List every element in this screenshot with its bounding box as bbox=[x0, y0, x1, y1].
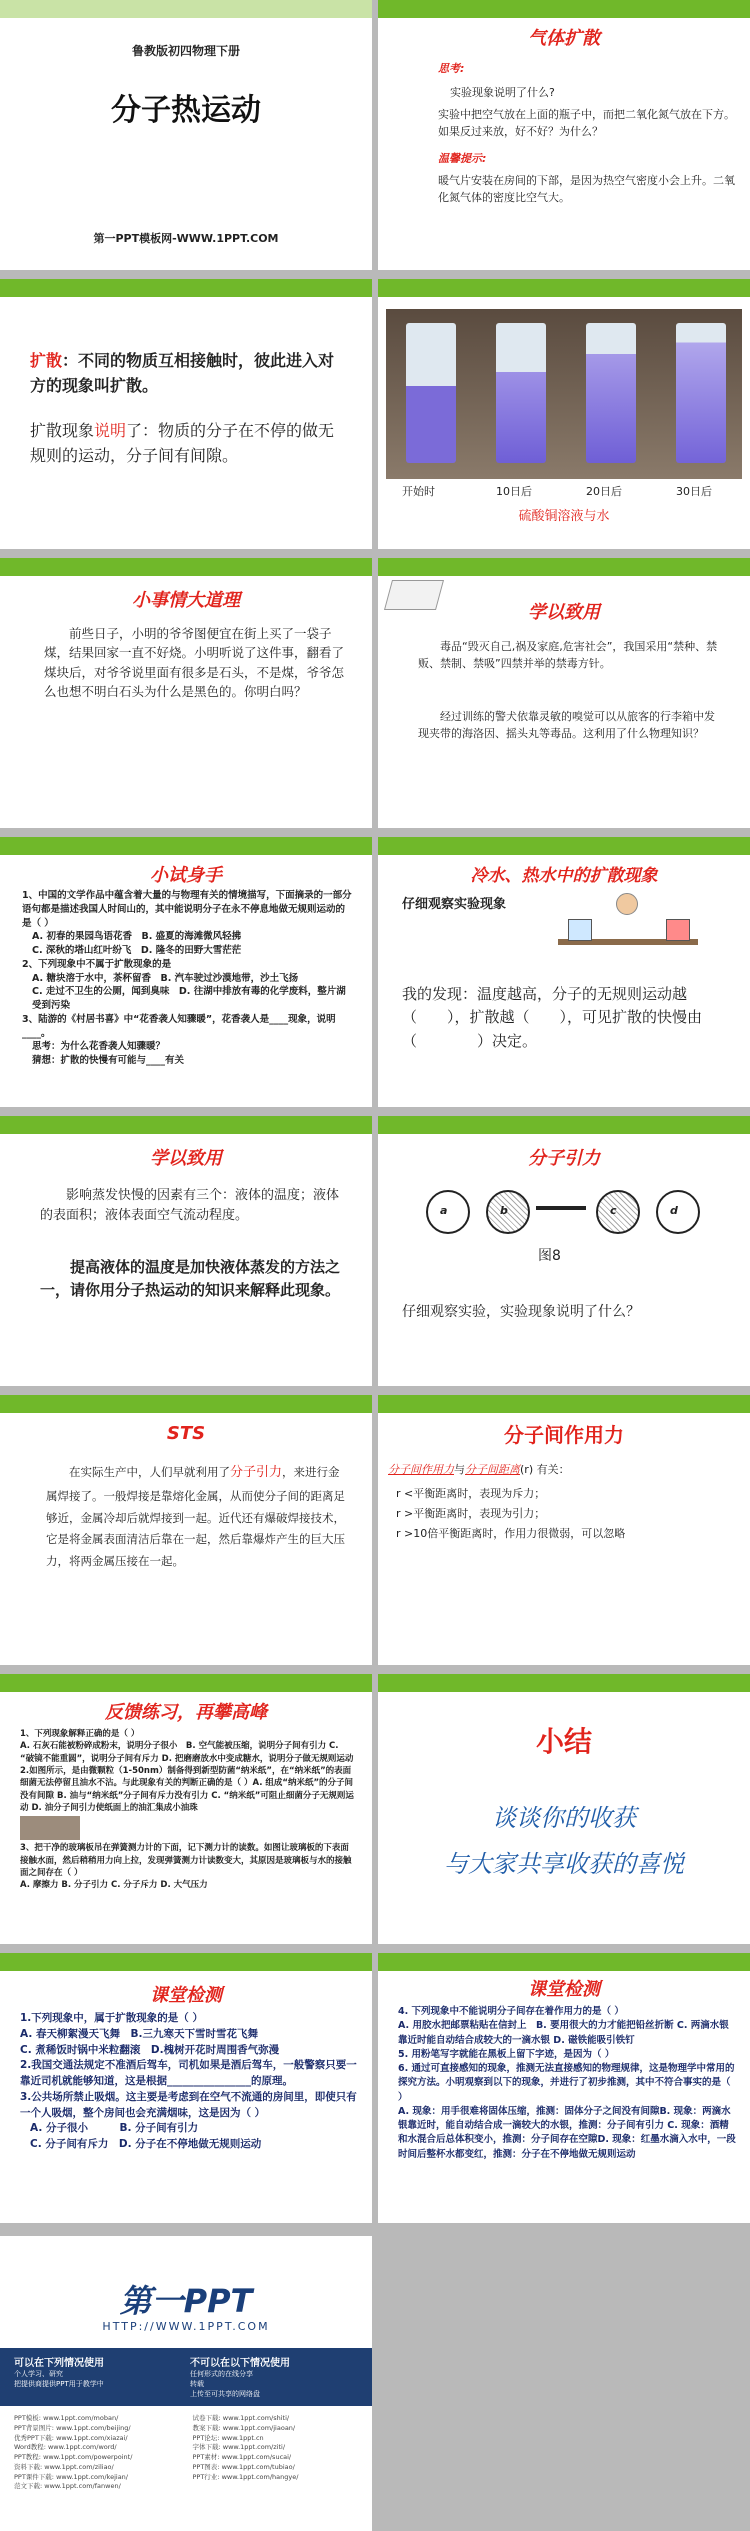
t1-d1: D.槐树开花时周围香气弥漫 bbox=[150, 2043, 280, 2056]
photo-caption: 硫酸铜溶液与水 bbox=[518, 509, 610, 524]
slide-title: STS bbox=[166, 1423, 206, 1444]
t2-q4-opts: A. 用胶水把邮票粘贴在信封上 B. 要用很大的力才能把铅丝折断 C. 两滴水银靠近时能自动结合成较大的一滴水银 D. 磁铁能吸引铁钉 bbox=[398, 2020, 729, 2046]
t1-q3-row1 bbox=[20, 2121, 360, 2137]
header-band bbox=[378, 0, 750, 18]
slide-copper-sulfate-photo bbox=[378, 279, 750, 549]
force-h1: 分子间作用力 bbox=[388, 1463, 454, 1476]
slide-hot-cold-water bbox=[378, 837, 750, 1107]
quiz-block bbox=[22, 889, 352, 1068]
slide-small-story bbox=[0, 558, 372, 828]
link-item[interactable]: PPT课件下载: www.1ppt.com/kejian/ bbox=[14, 2472, 128, 2481]
test-1-questions bbox=[20, 2011, 360, 2153]
header-band bbox=[378, 1395, 750, 1413]
paragraph-2: 经过训练的警犬依靠灵敏的嗅觉可以从旅客的行李箱中发现夹带的海洛因、摇头丸等毒品。这利用了什么物理知识？ bbox=[418, 710, 715, 741]
slide-title: 冷水、热水中的扩散现象 bbox=[470, 866, 658, 886]
t2-q5: 5. 用粉笔写字就能在黑板上留下字迹，是因为（ ） bbox=[398, 2048, 615, 2060]
cylinder-4 bbox=[676, 323, 726, 463]
hint-label: 温馨提示: bbox=[438, 152, 487, 165]
force-h3: 分子间距离 bbox=[465, 1463, 520, 1476]
t1-q1-row1 bbox=[20, 2027, 360, 2043]
slide-title: 反馈练习，再攀高峰 bbox=[105, 1702, 267, 1723]
link-item[interactable]: 资料下载: www.1ppt.com/ziliao/ bbox=[14, 2462, 114, 2471]
observe-question: 仔细观察实验，实验现象说明了什么？ bbox=[402, 1304, 640, 1320]
slide-title: 小试身手 bbox=[150, 865, 222, 886]
slide-title: 学以致用 bbox=[528, 602, 600, 623]
force-item-2: r >平衡距离时，表现为引力； bbox=[396, 1507, 546, 1520]
think-label: 思考: bbox=[438, 62, 465, 75]
link-item[interactable]: PPT教程: www.1ppt.com/powerpoint/ bbox=[14, 2453, 133, 2461]
q1-row2 bbox=[22, 944, 352, 958]
force-item-3: r >10倍平衡距离时，作用力很微弱，可以忽略 bbox=[396, 1527, 626, 1540]
slide-summary bbox=[378, 1674, 750, 1944]
t1-c3: C. 分子间有斥力 bbox=[30, 2138, 109, 2150]
discovery-text: 我的发现：温度越高，分子的无规则运动越（ ），扩散越（ ），可见扩散的快慢由（ ）决定。 bbox=[402, 985, 703, 1050]
slide-title: 课堂检测 bbox=[528, 1979, 600, 2000]
link-item[interactable]: 教案下载: www.1ppt.com/jiaoan/ bbox=[192, 2423, 296, 2432]
q2: 2、下列现象中不属于扩散现象的是 bbox=[22, 958, 172, 970]
explanation-line bbox=[30, 419, 350, 469]
header-band bbox=[378, 558, 750, 576]
t1-q2: 2.我国交通法规定不准酒后驾车，司机如果是酒后驾车，一般警察只要一靠近司机就能够知道，这是根据________________的原理。 bbox=[20, 2059, 357, 2087]
fb-q3-opts: A. 摩擦力 B. 分子引力 C. 分子斥力 D. 大气压力 bbox=[20, 1880, 208, 1891]
slide-title: 气体扩散 bbox=[528, 28, 600, 49]
experiment-illustration bbox=[548, 891, 708, 961]
label-a: a bbox=[440, 1204, 448, 1217]
paragraph-1: 毒品“毁灭自己,祸及家庭,危害社会”，我国采用“禁种、禁贩、禁制、禁吸”四禁并举的禁毒方针。 bbox=[418, 640, 718, 671]
slide-apply-1 bbox=[378, 558, 750, 828]
label-d: d bbox=[670, 1204, 678, 1217]
q2-row1 bbox=[22, 972, 352, 986]
sts-text bbox=[46, 1461, 346, 1573]
slide-cover bbox=[0, 0, 372, 270]
link-item[interactable]: PPT行业: www.1ppt.com/hangye/ bbox=[192, 2472, 299, 2481]
beaker-cold bbox=[568, 919, 592, 941]
slide-intermolecular-force bbox=[378, 1395, 750, 1665]
t1-a1: A. 春天柳絮漫天飞舞 bbox=[20, 2027, 120, 2040]
link-item[interactable]: PPT图表: www.1ppt.com/tubiao/ bbox=[192, 2462, 295, 2471]
header-band bbox=[0, 837, 372, 855]
usage-forbidden-text: 任何形式的在线分享 转载 上传至可共享的网络盘 bbox=[190, 2370, 260, 2398]
story-text: 前些日子，小明的爷爷图便宜在街上买了一袋子煤，结果回家一直不好烧。小明听说了这件事，翻看了煤块后，对爷爷说里面有很多是石头，不是煤，爷爷怎么也想不明白石头为什么是黑色的。你明白吗？ bbox=[44, 626, 345, 700]
header-band bbox=[0, 1674, 372, 1692]
usage-allowed-title: 可以在下列情况使用 bbox=[14, 2358, 104, 2369]
q1-b: B. 盛夏的海滩微风轻拂 bbox=[141, 931, 242, 943]
logo-url: HTTP://WWW.1PPT.COM bbox=[102, 2320, 270, 2333]
q5: 猜想：扩散的快慢有可能与____有关 bbox=[32, 1055, 185, 1067]
label-10: 10日后 bbox=[496, 485, 532, 498]
observe-text: 仔细观察实验现象 bbox=[402, 897, 507, 912]
q1-d: D. 隆冬的田野大雪茫茫 bbox=[140, 945, 242, 957]
slide-quiz bbox=[0, 837, 372, 1107]
slide-class-test-2 bbox=[378, 1953, 750, 2223]
summary-line-2: 与大家共享收获的喜悦 bbox=[444, 1850, 684, 1878]
definition-line bbox=[30, 349, 350, 399]
slide-title: 课堂检测 bbox=[150, 1985, 222, 2006]
disc-c bbox=[596, 1190, 640, 1234]
t2-q4: 4. 下列现象中不能说明分子间存在着作用力的是（ ） bbox=[398, 2006, 624, 2017]
force-h2: 与 bbox=[454, 1463, 465, 1476]
hint-text: 暖气片安装在房间的下部，是因为热空气密度小会上升。二氧化氮气体的密度比空气大。 bbox=[438, 174, 735, 205]
fb-q3: 3、把干净的玻璃板吊在弹簧测力计的下面，记下测力计的读数。如图让玻璃板的下表面接触水面，然后稍稍用力向上拉，发现弹簧测力计读数变大，其原因是玻璃板与水的接触面之间存在（ ） bbox=[20, 1843, 352, 1878]
slide-copyright bbox=[0, 2236, 372, 2531]
question-1: 实验现象说明了什么? bbox=[450, 86, 555, 99]
header-band bbox=[0, 558, 372, 576]
label-start: 开始时 bbox=[402, 485, 435, 498]
link-item[interactable]: 试卷下载: www.1ppt.com/shiti/ bbox=[192, 2414, 290, 2422]
q2-c: C. 走过不卫生的公厕，闻到臭味 bbox=[32, 986, 170, 998]
disc-d bbox=[656, 1190, 700, 1234]
t1-q3: 3.公共场所禁止吸烟。这主要是考虑到在空气不流通的房间里，即使只有一个人吸烟，整个房间也会充满烟味，这是因为（ ） bbox=[20, 2090, 357, 2119]
t1-q1: 1.下列现象中，属于扩散现象的是（ ） bbox=[20, 2012, 203, 2024]
arrow-icon bbox=[536, 1206, 586, 1210]
q2-b: B. 汽车驶过沙漠地带，沙土飞扬 bbox=[160, 972, 299, 984]
link-item[interactable]: 优秀PPT下载: www.1ppt.com/xiazai/ bbox=[14, 2433, 128, 2442]
header-band bbox=[0, 1395, 372, 1413]
question-2: 实验中把空气放在上面的瓶子中，而把二氧化氮气放在下方。如果反过来放，好不好？为什么？ bbox=[438, 108, 735, 139]
label-30: 30日后 bbox=[676, 485, 712, 498]
explanation-p1: 扩散现象 bbox=[30, 421, 95, 440]
figure-caption: 图8 bbox=[538, 1248, 561, 1264]
sts-p1: 分子引力 bbox=[230, 1465, 283, 1480]
slide-apply-2 bbox=[0, 1116, 372, 1386]
cover-subtitle: 鲁教版初四物理下册 bbox=[131, 44, 240, 58]
figure-8 bbox=[426, 1184, 716, 1244]
usage-allowed-text: 个人学习、研究 把提供商提供PPT用于教学中 bbox=[14, 2370, 104, 2388]
t2-q6-opts: A. 现象：用手很难将固体压缩，推测：固体分子之间没有间隙B. 现象：两滴水银靠近时，能自动结合成一滴较大的水银，推测：分子间有引力 C. 现象：酒精和水混合后总体积变小，推测：分子间存在空隙D. 现象：红墨水滴入水中，一段时间后整杯水都变红，推测：分子在不停地做无规则运动 bbox=[398, 2105, 736, 2160]
q1: 1、中国的文学作品中蕴含着大量的与物理有关的情境描写，下面摘录的一部分语句都是描述我国人时间山的，其中能说明分子在永不停息地做无规则运动的是（ ） bbox=[22, 890, 352, 929]
link-list bbox=[14, 2414, 364, 2492]
header-band bbox=[378, 1674, 750, 1692]
header-band bbox=[0, 1953, 372, 1971]
force-item-1: r <平衡距离时，表现为斥力； bbox=[396, 1487, 546, 1500]
person-head bbox=[616, 893, 638, 915]
link-item[interactable]: PPT模板: www.1ppt.com/moban/ bbox=[14, 2414, 119, 2422]
sts-p0: 在实际生产中，人们早就利用了 bbox=[69, 1465, 230, 1479]
slide-title: 分子间作用力 bbox=[504, 1423, 624, 1447]
fb-q1: 1、下列现象解释正确的是（ ） bbox=[20, 1729, 140, 1739]
slide-class-test-1 bbox=[0, 1953, 372, 2223]
header-band bbox=[378, 837, 750, 855]
header-band bbox=[0, 279, 372, 297]
t1-a3: A. 分子很小 bbox=[30, 2122, 88, 2135]
cylinder-2 bbox=[496, 323, 546, 463]
explanation-p2: 说明 bbox=[94, 421, 127, 440]
definition-keyword: 扩散 bbox=[30, 351, 63, 370]
evaporation-factors: 影响蒸发快慢的因素有三个：液体的温度；液体的表面积；液体表面空气流动程度。 bbox=[40, 1188, 340, 1224]
slide-title: 小事情大道理 bbox=[132, 590, 240, 611]
link-item[interactable]: PPT背景图片: www.1ppt.com/beijing/ bbox=[14, 2423, 131, 2432]
q3: 3、陆游的《村居书喜》中“花香袭人知骤暖”，花香袭人是____现象，说明____。 bbox=[22, 1013, 336, 1039]
q2-d: D. 往湖中排放有毒的化学废料，整片湖受到污染 bbox=[32, 986, 346, 1012]
slide-gas-diffusion bbox=[378, 0, 750, 270]
cover-title: 分子热运动 bbox=[111, 93, 261, 128]
q2-a: A. 糖块溶于水中，茶杯留香 bbox=[32, 972, 151, 984]
t2-q6: 6. 通过可直接感知的现象，推测无法直接感知的物理规律，这是物理学中常用的探究方法。小明观察到以下的现象，并进行了初步推测，其中不符合事实的是（ ） bbox=[398, 2063, 735, 2103]
link-item[interactable]: 字体下载: www.1ppt.com/ziti/ bbox=[192, 2443, 286, 2452]
t1-d3: D. 分子在不停地做无规则运动 bbox=[118, 2138, 262, 2150]
slide-title: 分子引力 bbox=[528, 1148, 600, 1169]
beaker-hot bbox=[666, 919, 690, 941]
q1-row1 bbox=[22, 930, 352, 944]
t1-q1-row2 bbox=[20, 2043, 360, 2059]
header-band bbox=[378, 1953, 750, 1971]
force-header bbox=[388, 1461, 570, 1478]
header-band bbox=[0, 1116, 372, 1134]
definition-text: ：不同的物质互相接触时，彼此进入对方的现象叫扩散。 bbox=[30, 351, 335, 395]
slide-sts bbox=[0, 1395, 372, 1665]
link-item[interactable]: Word教程: www.1ppt.com/word/ bbox=[14, 2443, 117, 2452]
disc-a bbox=[426, 1190, 470, 1234]
slide-feedback-practice bbox=[0, 1674, 372, 1944]
label-20: 20日后 bbox=[586, 485, 622, 498]
cylinder-3 bbox=[586, 323, 636, 463]
force-h4: (r) 有关： bbox=[520, 1463, 570, 1476]
explain-question: 提高液体的温度是加快液体蒸发的方法之一，请你用分子热运动的知识来解释此现象。 bbox=[40, 1258, 341, 1300]
label-c: c bbox=[610, 1204, 617, 1217]
slide-molecular-attraction bbox=[378, 1116, 750, 1386]
t1-b3: B. 分子间有引力 bbox=[119, 2122, 199, 2135]
cylinders-photo bbox=[386, 309, 742, 479]
header-band bbox=[0, 0, 372, 18]
cylinder-1 bbox=[406, 323, 456, 463]
link-item[interactable]: PPT素材: www.1ppt.com/sucai/ bbox=[192, 2453, 292, 2461]
header-band bbox=[378, 1116, 750, 1134]
nano-paper-image bbox=[20, 1816, 80, 1840]
q4: 思考：为什么花香袭人知骤暖？ bbox=[32, 1041, 166, 1053]
disc-b bbox=[486, 1190, 530, 1234]
test-2-questions bbox=[398, 2005, 738, 2162]
q1-a: A. 初春的果园鸟语花香 bbox=[32, 931, 132, 943]
logo-text: 第一PPT bbox=[119, 2282, 253, 2320]
link-item[interactable]: PPT论坛: www.1ppt.cn bbox=[192, 2433, 264, 2442]
sts-p2: ，来进行金属焊接了。一般焊接是靠熔化金属，从而使分子间的距离足够近，金属冷却后就焊接到一起。近代还有爆破焊接技术，它是将金属表面清洁后靠在一起，然后靠爆炸产生的巨大压力，将两金属压接在一起。 bbox=[46, 1465, 345, 1569]
t1-q3-row2 bbox=[20, 2137, 360, 2153]
summary-title: 小结 bbox=[535, 1725, 592, 1758]
fb-q1-opts: A. 石灰石能被粉碎成粉末，说明分子很小 B. 空气能被压缩，说明分子间有引力 C. “破镜不能重圆”，说明分子间有斥力 D. 把磨磨放水中变成糖水，说明分子做无规则运动 bbox=[20, 1741, 354, 1764]
link-item[interactable]: 范文下载: www.1ppt.com/fanwen/ bbox=[14, 2482, 121, 2491]
feedback-questions bbox=[20, 1728, 355, 1891]
explanation-p3: 了：物质的分子在不停的做无规则的运动，分子间有间隙。 bbox=[30, 421, 335, 465]
q1-c: C. 深秋的塔山红叶纷飞 bbox=[32, 945, 132, 957]
t1-c1: C. 煮稀饭时锅中米粒翻滚 bbox=[20, 2043, 141, 2056]
cover-footer: 第一PPT模板网-WWW.1PPT.COM bbox=[93, 232, 279, 245]
slide-title: 学以致用 bbox=[150, 1148, 222, 1169]
usage-panel bbox=[0, 2348, 372, 2406]
q2-row2 bbox=[22, 985, 352, 1013]
fb-q2: 2.如图所示，是由微颗粒（1-50nm）制备得到新型防菌“纳米纸”，在“纳米纸”的表面细菌无法停留且油水不沾。与此现象有关的判断正确的是（ ）A. 组成“纳米纸”的分子间没有间隙 B. 油与“纳米纸”分子间有斥力没有引力 C. “纳米纸”可阻止细菌分子无规则运动 D. 油分子间引力使纸面上的油汇集成小油珠 bbox=[20, 1765, 354, 1813]
t1-b1: B.三九寒天下雪时雪花飞舞 bbox=[130, 2027, 258, 2040]
header-band bbox=[378, 279, 750, 297]
summary-line-1: 谈谈你的收获 bbox=[492, 1804, 636, 1832]
usage-forbidden-title: 不可以在以下情况使用 bbox=[190, 2358, 290, 2369]
slide-diffusion-definition bbox=[0, 279, 372, 549]
label-b: b bbox=[500, 1204, 508, 1217]
